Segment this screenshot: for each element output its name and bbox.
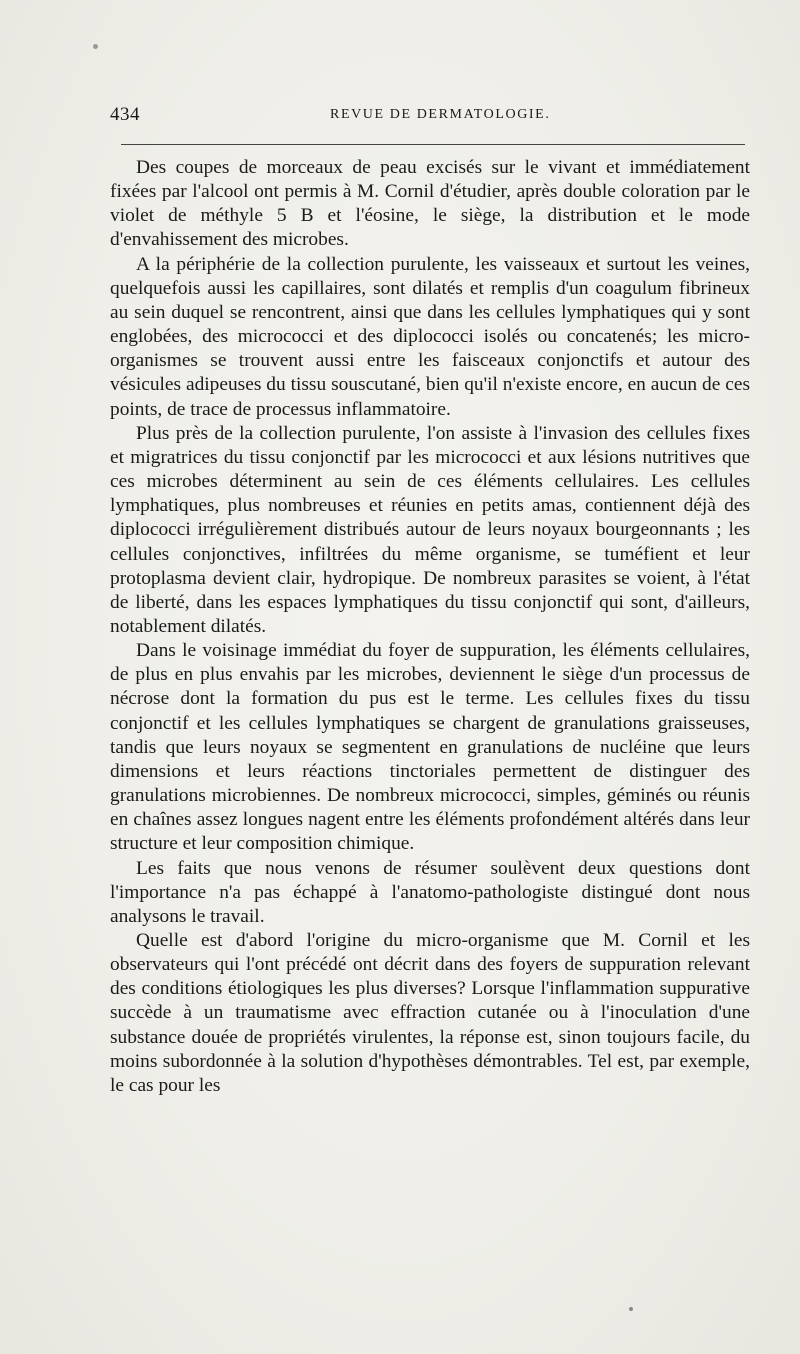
paragraph: Dans le voisinage immédiat du foyer de suppuration, les éléments cellulaires, de plus en plus envahis par les microbes, deviennent le siège d'un processus de nécrose dont la formation du pus est le terme. Les cellules fixes du tissu conjonctif et les cellules lymphatiques se chargent de granulations graisseuses, tandis que leurs noyaux se segmentent en granulations de nucléine que leurs dimensions et leurs réactions tinctoriales permettent de distinguer des granulations microbiennes. De nombreux micrococci, simples, géminés ou réunis en chaînes assez longues nagent entre les éléments profondément altérés dans leur structure et leur composition chimique.	[110, 640, 750, 855]
paragraph: A la périphérie de la collection purulente, les vaisseaux et surtout les veines, quelquefois aussi les capillaires, sont dilatés et remplis d'un coagulum fibrineux au sein duquel se rencontrent, ainsi que dans les cellules lymphatiques qui y sont englobées, des micrococci et des diplococci isolés ou concatenés; les micro-organismes se trouvent aussi entre les faisceaux conjonctifs et autour des vésicules adipeuses du tissu souscutané, bien qu'il n'existe encore, en aucun de ces points, de trace de processus inflammatoire.	[110, 253, 750, 420]
paragraph: Les faits que nous venons de résumer soulèvent deux questions dont l'importance n'a pas échappé à l'anatomo-pathologiste distingué dont nous analysons le travail.	[110, 857, 750, 927]
body-text	[110, 156, 750, 1098]
paragraph: Plus près de la collection purulente, l'on assiste à l'invasion des cellules fixes et migratrices du tissu conjonctif par les micrococci et aux lésions nutritives que ces microbes déterminent au sein de ces éléments cellulaires. Les cellules lymphatiques, plus nombreuses et réunies en petits amas, contiennent déjà des diplococci irrégulièrement distribués autour de leurs noyaux bourgeonnants ; les cellules conjonctives, infiltrées du même organisme, se tuméfient et leur protoplasma devient clair, hydropique. De nombreux parasites se voient, à l'état de liberté, dans les espaces lymphatiques du tissu conjonctif qui sont, d'ailleurs, notablement dilatés.	[110, 422, 750, 637]
running-title: REVUE DE DERMATOLOGIE.	[330, 107, 551, 122]
paragraph: Des coupes de morceaux de peau excisés sur le vivant et immédiatement fixées par l'alcool ont permis à M. Cornil d'étudier, après double coloration par le violet de méthyle 5 B et l'éosine, le siège, la distribution et le mode d'envahissement des microbes.	[110, 157, 750, 251]
header-rule	[121, 144, 745, 145]
paragraph: Quelle est d'abord l'origine du micro-organisme que M. Cornil et les observateurs qui l'ont précédé ont décrit dans des foyers de suppuration relevant des conditions étiologiques les plus diverses? Lorsque l'inflammation suppurative succède à un traumatisme avec effraction cutanée ou à l'inoculation d'une substance douée de propriétés virulentes, la réponse est, sinon toujours facile, du moins subordonnée à la solution d'hypothèses démontrables. Tel est, par exemple, le cas pour les	[110, 930, 750, 1096]
ink-speck	[629, 1307, 633, 1311]
page-header	[110, 104, 746, 128]
ink-speck	[93, 44, 98, 49]
page-number: 434	[110, 104, 140, 125]
